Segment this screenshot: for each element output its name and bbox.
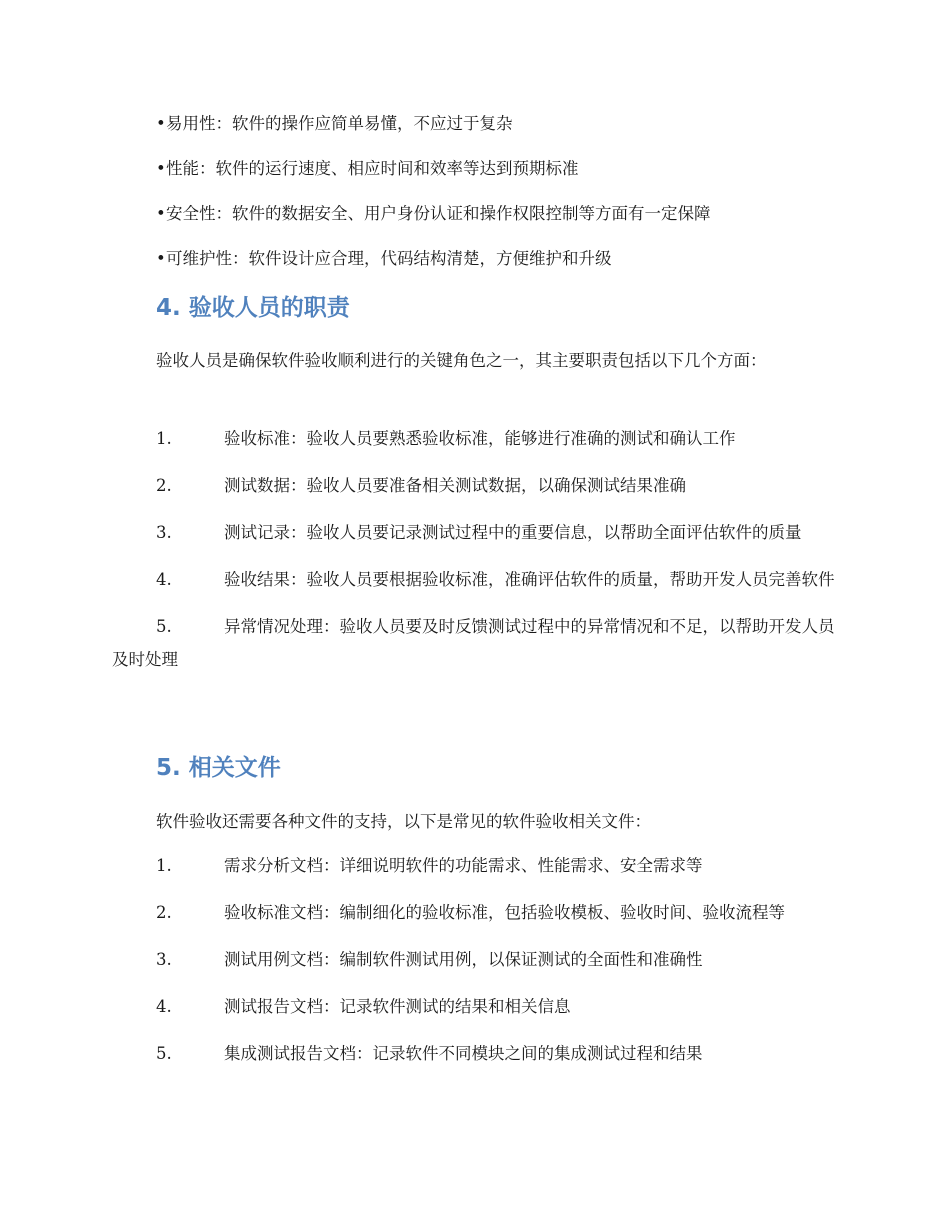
list-item bbox=[112, 422, 842, 455]
list-item bbox=[112, 990, 842, 1023]
list-item bbox=[112, 610, 842, 676]
bullet-marker: • bbox=[156, 114, 166, 133]
list-text: 异常情况处理：验收人员要及时反馈测试过程中的异常情况和不足，以帮助开发人员及时处理 bbox=[112, 617, 835, 669]
bullet-item bbox=[156, 155, 711, 200]
section-4-intro: 验收人员是确保软件验收顺利进行的关键角色之一，其主要职责包括以下几个方面： bbox=[156, 351, 767, 370]
section-4-heading: 4. 验收人员的职责 bbox=[156, 295, 350, 321]
list-number: 5. bbox=[156, 617, 172, 636]
list-number: 2. bbox=[156, 903, 172, 922]
list-text: 集成测试报告文档：记录软件不同模块之间的集成测试过程和结果 bbox=[224, 1044, 703, 1063]
list-item bbox=[112, 469, 842, 502]
bullet-text: 安全性：软件的数据安全、用户身份认证和操作权限控制等方面有一定保障 bbox=[166, 204, 711, 223]
list-item bbox=[112, 849, 842, 882]
list-item bbox=[112, 943, 842, 976]
list-number: 1. bbox=[156, 429, 172, 448]
bullet-item bbox=[156, 110, 711, 155]
section-4-list bbox=[112, 422, 842, 690]
list-number: 3. bbox=[156, 950, 172, 969]
list-text: 测试报告文档：记录软件测试的结果和相关信息 bbox=[224, 997, 571, 1016]
list-text: 测试数据：验收人员要准备相关测试数据，以确保测试结果准确 bbox=[224, 476, 686, 495]
list-number: 5. bbox=[156, 1044, 172, 1063]
list-number: 4. bbox=[156, 997, 172, 1016]
bullet-text: 易用性：软件的操作应简单易懂，不应过于复杂 bbox=[166, 114, 513, 133]
bullet-list bbox=[156, 110, 711, 290]
bullet-item bbox=[156, 245, 711, 290]
list-text: 验收结果：验收人员要根据验收标准，准确评估软件的质量，帮助开发人员完善软件 bbox=[224, 570, 835, 589]
list-item bbox=[112, 516, 842, 549]
list-text: 验收标准文档：编制细化的验收标准，包括验收模板、验收时间、验收流程等 bbox=[224, 903, 785, 922]
list-number: 3. bbox=[156, 523, 172, 542]
bullet-marker: • bbox=[156, 249, 166, 268]
section-5-heading: 5. 相关文件 bbox=[156, 755, 281, 781]
list-item bbox=[112, 896, 842, 929]
list-item bbox=[112, 1037, 842, 1070]
bullet-marker: • bbox=[156, 204, 166, 223]
bullet-item bbox=[156, 200, 711, 245]
section-5-intro: 软件验收还需要各种文件的支持，以下是常见的软件验收相关文件： bbox=[156, 812, 651, 831]
bullet-marker: • bbox=[156, 159, 166, 178]
list-text: 需求分析文档：详细说明软件的功能需求、性能需求、安全需求等 bbox=[224, 856, 703, 875]
bullet-text: 性能：软件的运行速度、相应时间和效率等达到预期标准 bbox=[166, 159, 579, 178]
list-text: 测试记录：验收人员要记录测试过程中的重要信息，以帮助全面评估软件的质量 bbox=[224, 523, 802, 542]
list-text: 验收标准：验收人员要熟悉验收标准，能够进行准确的测试和确认工作 bbox=[224, 429, 736, 448]
list-number: 1. bbox=[156, 856, 172, 875]
list-number: 2. bbox=[156, 476, 172, 495]
list-text: 测试用例文档：编制软件测试用例，以保证测试的全面性和准确性 bbox=[224, 950, 703, 969]
list-number: 4. bbox=[156, 570, 172, 589]
section-5-list bbox=[112, 849, 842, 1084]
list-item bbox=[112, 563, 842, 596]
bullet-text: 可维护性：软件设计应合理，代码结构清楚，方便维护和升级 bbox=[166, 249, 612, 268]
